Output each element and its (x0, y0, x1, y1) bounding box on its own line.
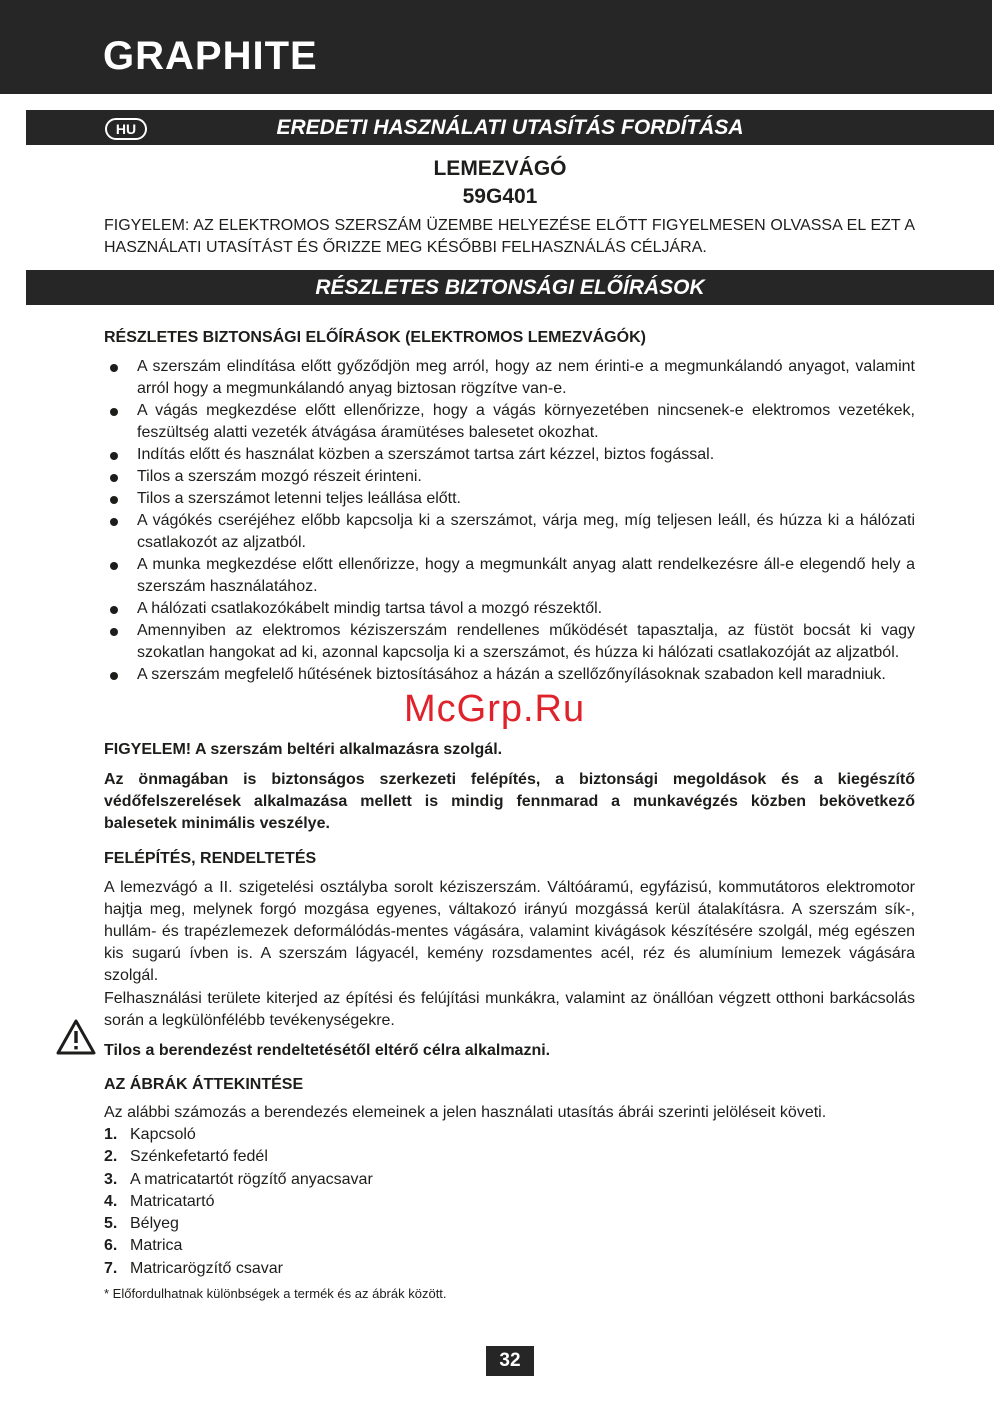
bullet-icon (110, 452, 118, 460)
safety-title-bar (26, 270, 994, 305)
list-item: Amennyiben az elektromos kéziszerszám rendellenes működését tapasztalja, az füstöt bocsát ki vagy szokatlan hangokat ad ki, azonnal kapcsolja ki a szerszámot, és húzza ki hálózati csatlakozóját az aljzatból. (104, 620, 915, 664)
bullet-icon (110, 474, 118, 482)
list-item: Tilos a szerszám mozgó részeit érinteni. (104, 466, 915, 488)
list-item: A szerszám megfelelő hűtésének biztosításához a házán a szellőzőnyílásoknak szabadon kell maradniuk. (104, 664, 915, 686)
intro-warning: FIGYELEM: AZ ELEKTROMOS SZERSZÁM ÜZEMBE HELYEZÉSE ELŐTT FIGYELMESEN OLVASSA EL EZT A HASZNÁLATI UTASÍTÁST ÉS ŐRIZZE MEG KÉSŐBBI FELHASZNÁLÁS CÉLJÁRA. (104, 217, 915, 256)
warning-triangle-icon (56, 1019, 96, 1055)
section-title: EREDETI HASZNÁLATI UTASÍTÁS FORDÍTÁSA (276, 115, 744, 139)
bullet-icon (110, 606, 118, 614)
section-title-bar (26, 110, 994, 145)
list-item: 3. A matricatartót rögzítő anyacsavar (104, 1170, 373, 1188)
bullet-icon (110, 408, 118, 416)
product-model: 59G401 (462, 185, 538, 208)
construction-text: A lemezvágó a II. szigetelési osztályba sorolt kéziszerszám. Váltóáramú, egyfázisú, kommutátoros elektromotor hajtja meg, melynek forgó mozgása egyenes, váltakozó irányú mozgássá kerül átalakításra. A szerszám sík-, hullám- és trapézlemezek deformálódás-mentes vágására, valamint kivágások készítésére szolgál, még egészen kis sugarú ívben is. A szerszám lágyacél, kemény rozsdamentes acél, réz és alumínium lemezek vágására szolgál. (104, 879, 915, 984)
parts-list (104, 1124, 373, 1280)
brand-logo: GRAPHITE (103, 34, 318, 78)
product-name: LEMEZVÁGÓ (433, 157, 567, 180)
list-item: 4. Matricatartó (104, 1192, 215, 1210)
figures-heading: AZ ÁBRÁK ÁTTEKINTÉSE (104, 1076, 304, 1093)
language-badge: HU (105, 118, 147, 140)
safety-list (104, 356, 915, 686)
list-item: 2. Szénkefetartó fedél (104, 1148, 268, 1166)
construction-heading: FELÉPÍTÉS, RENDELTETÉS (104, 850, 317, 867)
list-item: Indítás előtt és használat közben a szerszámot tartsa zárt kézzel, biztos fogással. (104, 444, 915, 466)
indoor-warning: FIGYELEM! A szerszám beltéri alkalmazásra szolgál. (104, 741, 503, 758)
safety-section-title: RÉSZLETES BIZTONSÁGI ELŐÍRÁSOK (315, 275, 705, 299)
bullet-icon (110, 364, 118, 372)
list-item: A vágás megkezdése előtt ellenőrizze, hogy a vágás környezetében nincsenek-e elektromos vezetékek, feszültség alatti vezeték átvágása áramütéses balesetet okozhat. (104, 400, 915, 444)
list-item: 7. Matricarögzítő csavar (104, 1259, 283, 1277)
list-item: A szerszám elindítása előtt győződjön meg arról, hogy az nem érinti-e a megmunkálandó anyagot, valamint arról hogy a megmunkálandó anyag biztosan rögzítve van-e. (104, 356, 915, 400)
figures-intro: Az alábbi számozás a berendezés elemeinek a jelen használati utasítás ábrái szerinti jelöléseit követi. (104, 1104, 827, 1121)
list-item: A vágókés cseréjéhez előbb kapcsolja ki a szerszámot, várja meg, míg teljesen leáll, és húzza ki a hálózati csatlakozót az aljzatból. (104, 510, 915, 554)
usage-text: Felhasználási területe kiterjed az építési és felújítási munkákra, valamint az önállóan végzett otthoni barkácsolás során a legkülönfélébb tevékenységekre. (104, 990, 915, 1029)
list-item: Tilos a szerszámot letenni teljes leállása előtt. (104, 488, 915, 510)
bullet-icon (110, 496, 118, 504)
header-bar (0, 0, 992, 94)
residual-risk-text: Az önmagában is biztonságos szerkezeti felépítés, a biztonsági megoldások és a kiegészítő védőfelszerelések alkalmazása mellett is mindig fennmarad a munkavégzés közben bekövetkező balesetek minimális veszélye. (104, 771, 915, 832)
list-item: 5. Bélyeg (104, 1215, 179, 1233)
page-number: 32 (486, 1346, 534, 1376)
list-item: A munka megkezdése előtt ellenőrizze, hogy a megmunkált anyag alatt rendelkezésre áll-e elegendő hely a szerszám használatához. (104, 554, 915, 598)
watermark: McGrp.Ru (404, 688, 586, 730)
footnote: * Előfordulhatnak különbségek a termék és az ábrák között. (104, 1286, 447, 1301)
prohibited-use: Tilos a berendezést rendeltetésétől eltérő célra alkalmazni. (104, 1042, 551, 1059)
list-item: A hálózati csatlakozókábelt mindig tartsa távol a mozgó részektől. (104, 598, 915, 620)
safety-heading: RÉSZLETES BIZTONSÁGI ELŐÍRÁSOK (ELEKTROMOS LEMEZVÁGÓK) (104, 329, 646, 346)
bullet-icon (110, 628, 118, 636)
bullet-icon (110, 518, 118, 526)
bullet-icon (110, 672, 118, 680)
bullet-icon (110, 562, 118, 570)
list-item: 1. Kapcsoló (104, 1126, 196, 1143)
list-item: 6. Matrica (104, 1237, 183, 1255)
